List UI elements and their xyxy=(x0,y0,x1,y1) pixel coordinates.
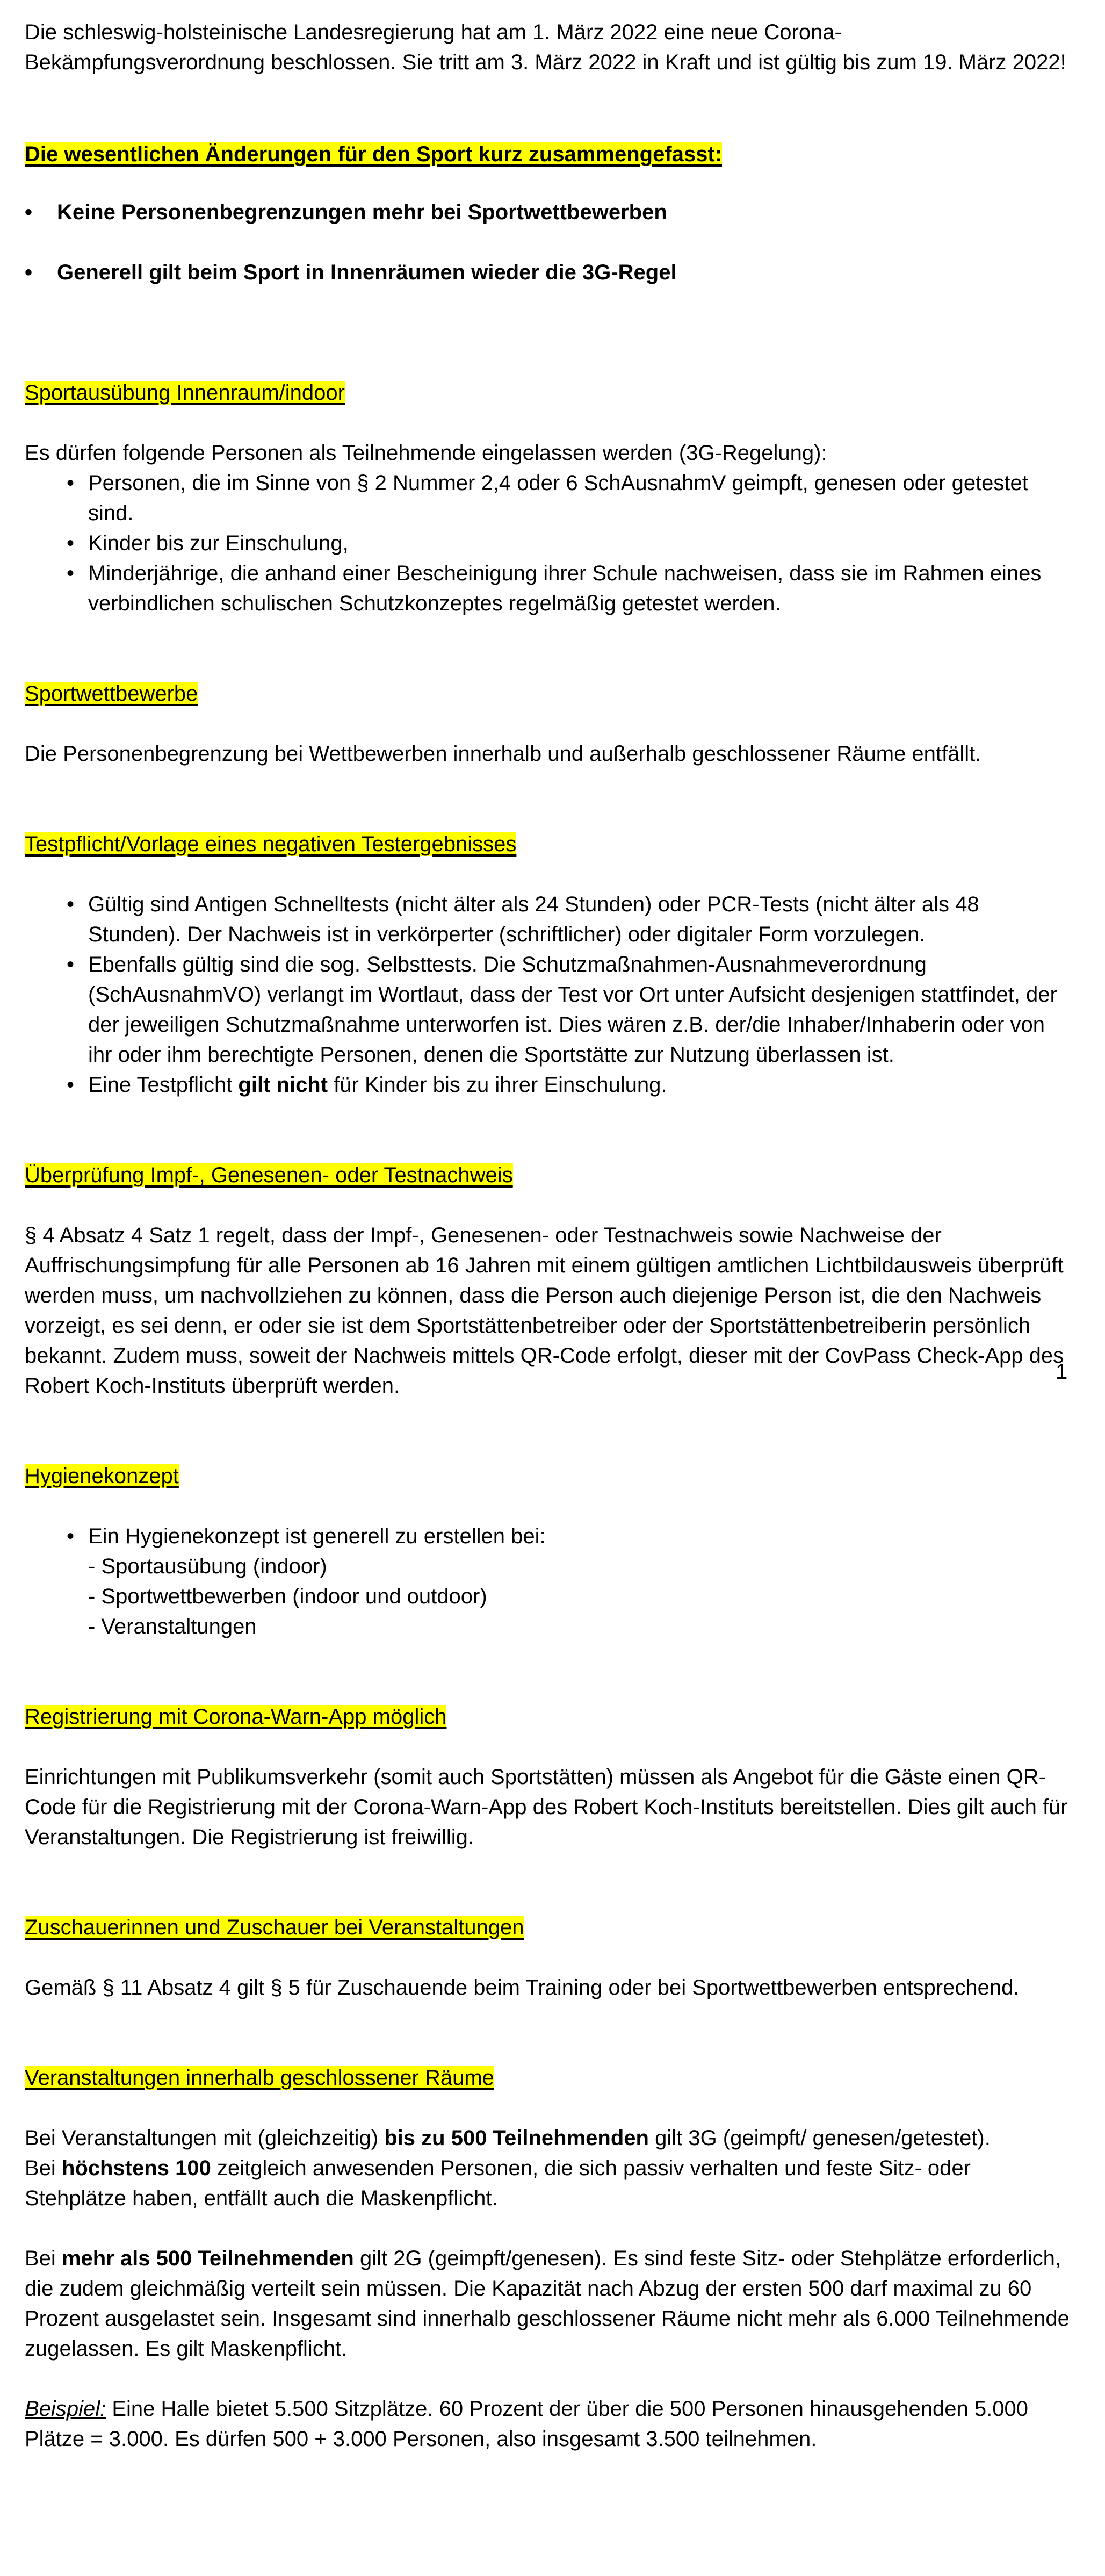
list-item: • Gültig sind Antigen Schnelltests (nicht älter als 24 Stunden) oder PCR-Tests (nicht älter als 48 Stunden). Der Nachweis ist in verkörperter (schriftlicher) oder digitaler Form vorzulegen. xyxy=(25,889,1072,949)
events-paragraph-2: Bei mehr als 500 Teilnehmenden gilt 2G (geimpft/genesen). Es sind feste Sitz- oder Stehplätze erforderlich, die zudem gleichmäßig verteilt sein müssen. Die Kapazität nach Abzug der ersten 500 darf maximal zu 60 Prozent ausgelastet sein. Insgesamt sind innerhalb geschlossener Räume nicht mehr als 6.000 Teilnehmende zugelassen. Es gilt Maskenpflicht. xyxy=(25,2247,1070,2361)
registration-text: Einrichtungen mit Publikumsverkehr (somit auch Sportstätten) müssen als Angebot für die Gäste einen QR-Code für die Registrierung mit der Corona-Warn-App des Robert Koch-Instituts bereitstellen. Dies gilt auch für Veranstaltungen. Die Registrierung ist freiwillig. xyxy=(25,1765,1068,1849)
indoor-heading: Sportausübung Innenraum/indoor xyxy=(25,381,345,405)
summary-heading: Die wesentlichen Änderungen für den Sport kurz zusammengefasst: xyxy=(25,142,723,166)
hygiene-subitem: - Sportwettbewerben (indoor und outdoor) xyxy=(88,1585,487,1608)
testing-list xyxy=(25,889,1072,1100)
example-label: Beispiel: xyxy=(25,2397,106,2421)
bullet-icon: • xyxy=(67,1073,75,1097)
list-item: • Ein Hygienekonzept ist generell zu erstellen bei: - Sportausübung (indoor) - Sportwettbewerben (indoor und outdoor) - Veranstaltungen xyxy=(25,1521,1072,1642)
list-item: • Kinder bis zur Einschulung, xyxy=(25,528,1072,558)
competitions-heading: Sportwettbewerbe xyxy=(25,682,198,706)
bullet-icon: • xyxy=(67,953,75,976)
page-number: 1 xyxy=(1056,1360,1068,1384)
indoor-list xyxy=(25,468,1072,618)
document-page xyxy=(25,17,1072,2454)
indoor-intro: Es dürfen folgende Personen als Teilnehmende eingelassen werden (3G-Regelung): xyxy=(25,441,827,465)
events-paragraph-1: Bei Veranstaltungen mit (gleichzeitig) bis zu 500 Teilnehmenden gilt 3G (geimpft/ genesen/getestet). Bei höchstens 100 zeitgleich anwesenden Personen, die sich passiv verhalten und feste Sitz- oder Stehplätze haben, entfällt auch die Maskenpflicht. xyxy=(25,2126,991,2210)
verification-text: § 4 Absatz 4 Satz 1 regelt, dass der Impf-, Genesenen- oder Testnachweis sowie Nachweise der Auffrischungsimpfung für alle Personen ab 16 Jahren mit einem gültigen amtlichen Lichtbildausweis überprüft werden muss, um nachvollziehen zu können, dass die Person auch diejenige Person ist, die den Nachweis vorzeigt, es sei denn, er oder sie ist dem Sportstättenbetreiber oder der Sportstättenbetreiberin persönlich bekannt. Zudem muss, soweit der Nachweis mittels QR-Code erfolgt, dieser mit der CovPass Check-App des Robert Koch-Instituts überprüft werden. xyxy=(25,1224,1064,1398)
verification-heading: Überprüfung Impf-, Genesenen- oder Testnachweis xyxy=(25,1163,513,1187)
summary-item: • Keine Personenbegrenzungen mehr bei Sportwettbewerben xyxy=(25,197,1072,227)
testing-heading: Testpflicht/Vorlage eines negativen Testergebnisses xyxy=(25,832,517,856)
bullet-icon: • xyxy=(25,261,33,284)
list-item: • Minderjährige, die anhand einer Bescheinigung ihrer Schule nachweisen, dass sie im Rahmen eines verbindlichen schulischen Schutzkonzeptes regelmäßig getestet werden. xyxy=(25,558,1072,618)
summary-item: • Generell gilt beim Sport in Innenräumen wieder die 3G-Regel xyxy=(25,257,1072,287)
bullet-icon: • xyxy=(25,200,33,224)
events-example: Beispiel: Eine Halle bietet 5.500 Sitzplätze. 60 Prozent der über die 500 Personen hinausgehenden 5.000 Plätze = 3.000. Es dürfen 500 + 3.000 Personen, also insgesamt 3.500 teilnehmen. xyxy=(25,2397,1028,2451)
hygiene-subitem: - Veranstaltungen xyxy=(88,1615,257,1638)
bullet-icon: • xyxy=(67,531,75,555)
bullet-icon: • xyxy=(67,1524,75,1548)
competitions-text: Die Personenbegrenzung bei Wettbewerben innerhalb und außerhalb geschlossener Räume entfällt. xyxy=(25,742,981,766)
spectators-heading: Zuschauerinnen und Zuschauer bei Veranstaltungen xyxy=(25,1916,524,1939)
hygiene-list xyxy=(25,1521,1072,1642)
bullet-icon: • xyxy=(67,562,75,585)
spectators-text: Gemäß § 11 Absatz 4 gilt § 5 für Zuschauende beim Training oder bei Sportwettbewerben entsprechend. xyxy=(25,1976,1020,1999)
hygiene-heading: Hygienekonzept xyxy=(25,1464,179,1488)
hygiene-subitem: - Sportausübung (indoor) xyxy=(88,1555,327,1578)
events-heading: Veranstaltungen innerhalb geschlossener Räume xyxy=(25,2066,494,2090)
bullet-icon: • xyxy=(67,893,75,916)
registration-heading: Registrierung mit Corona-Warn-App möglich xyxy=(25,1705,447,1729)
list-item: • Eine Testpflicht gilt nicht für Kinder bis zu ihrer Einschulung. xyxy=(25,1070,1072,1100)
list-item: • Personen, die im Sinne von § 2 Nummer 2,4 oder 6 SchAusnahmV geimpft, genesen oder getestet sind. xyxy=(25,468,1072,528)
list-item: • Ebenfalls gültig sind die sog. Selbsttests. Die Schutzmaßnahmen-Ausnahmeverordnung (SchAusnahmVO) verlangt im Wortlaut, dass der Test vor Ort unter Aufsicht desjenigen stattfindet, der der jeweiligen Schutzmaßnahme unterworfen ist. Dies wären z.B. der/die Inhaber/Inhaberin oder von ihr oder ihm berechtigte Personen, denen die Sportstätte zur Nutzung überlassen ist. xyxy=(25,949,1072,1070)
intro-paragraph: Die schleswig-holsteinische Landesregierung hat am 1. März 2022 eine neue Corona-Bekämpfungsverordnung beschlossen. Sie tritt am 3. März 2022 in Kraft und ist gültig bis zum 19. März 2022! xyxy=(25,20,1066,74)
bullet-icon: • xyxy=(67,471,75,495)
